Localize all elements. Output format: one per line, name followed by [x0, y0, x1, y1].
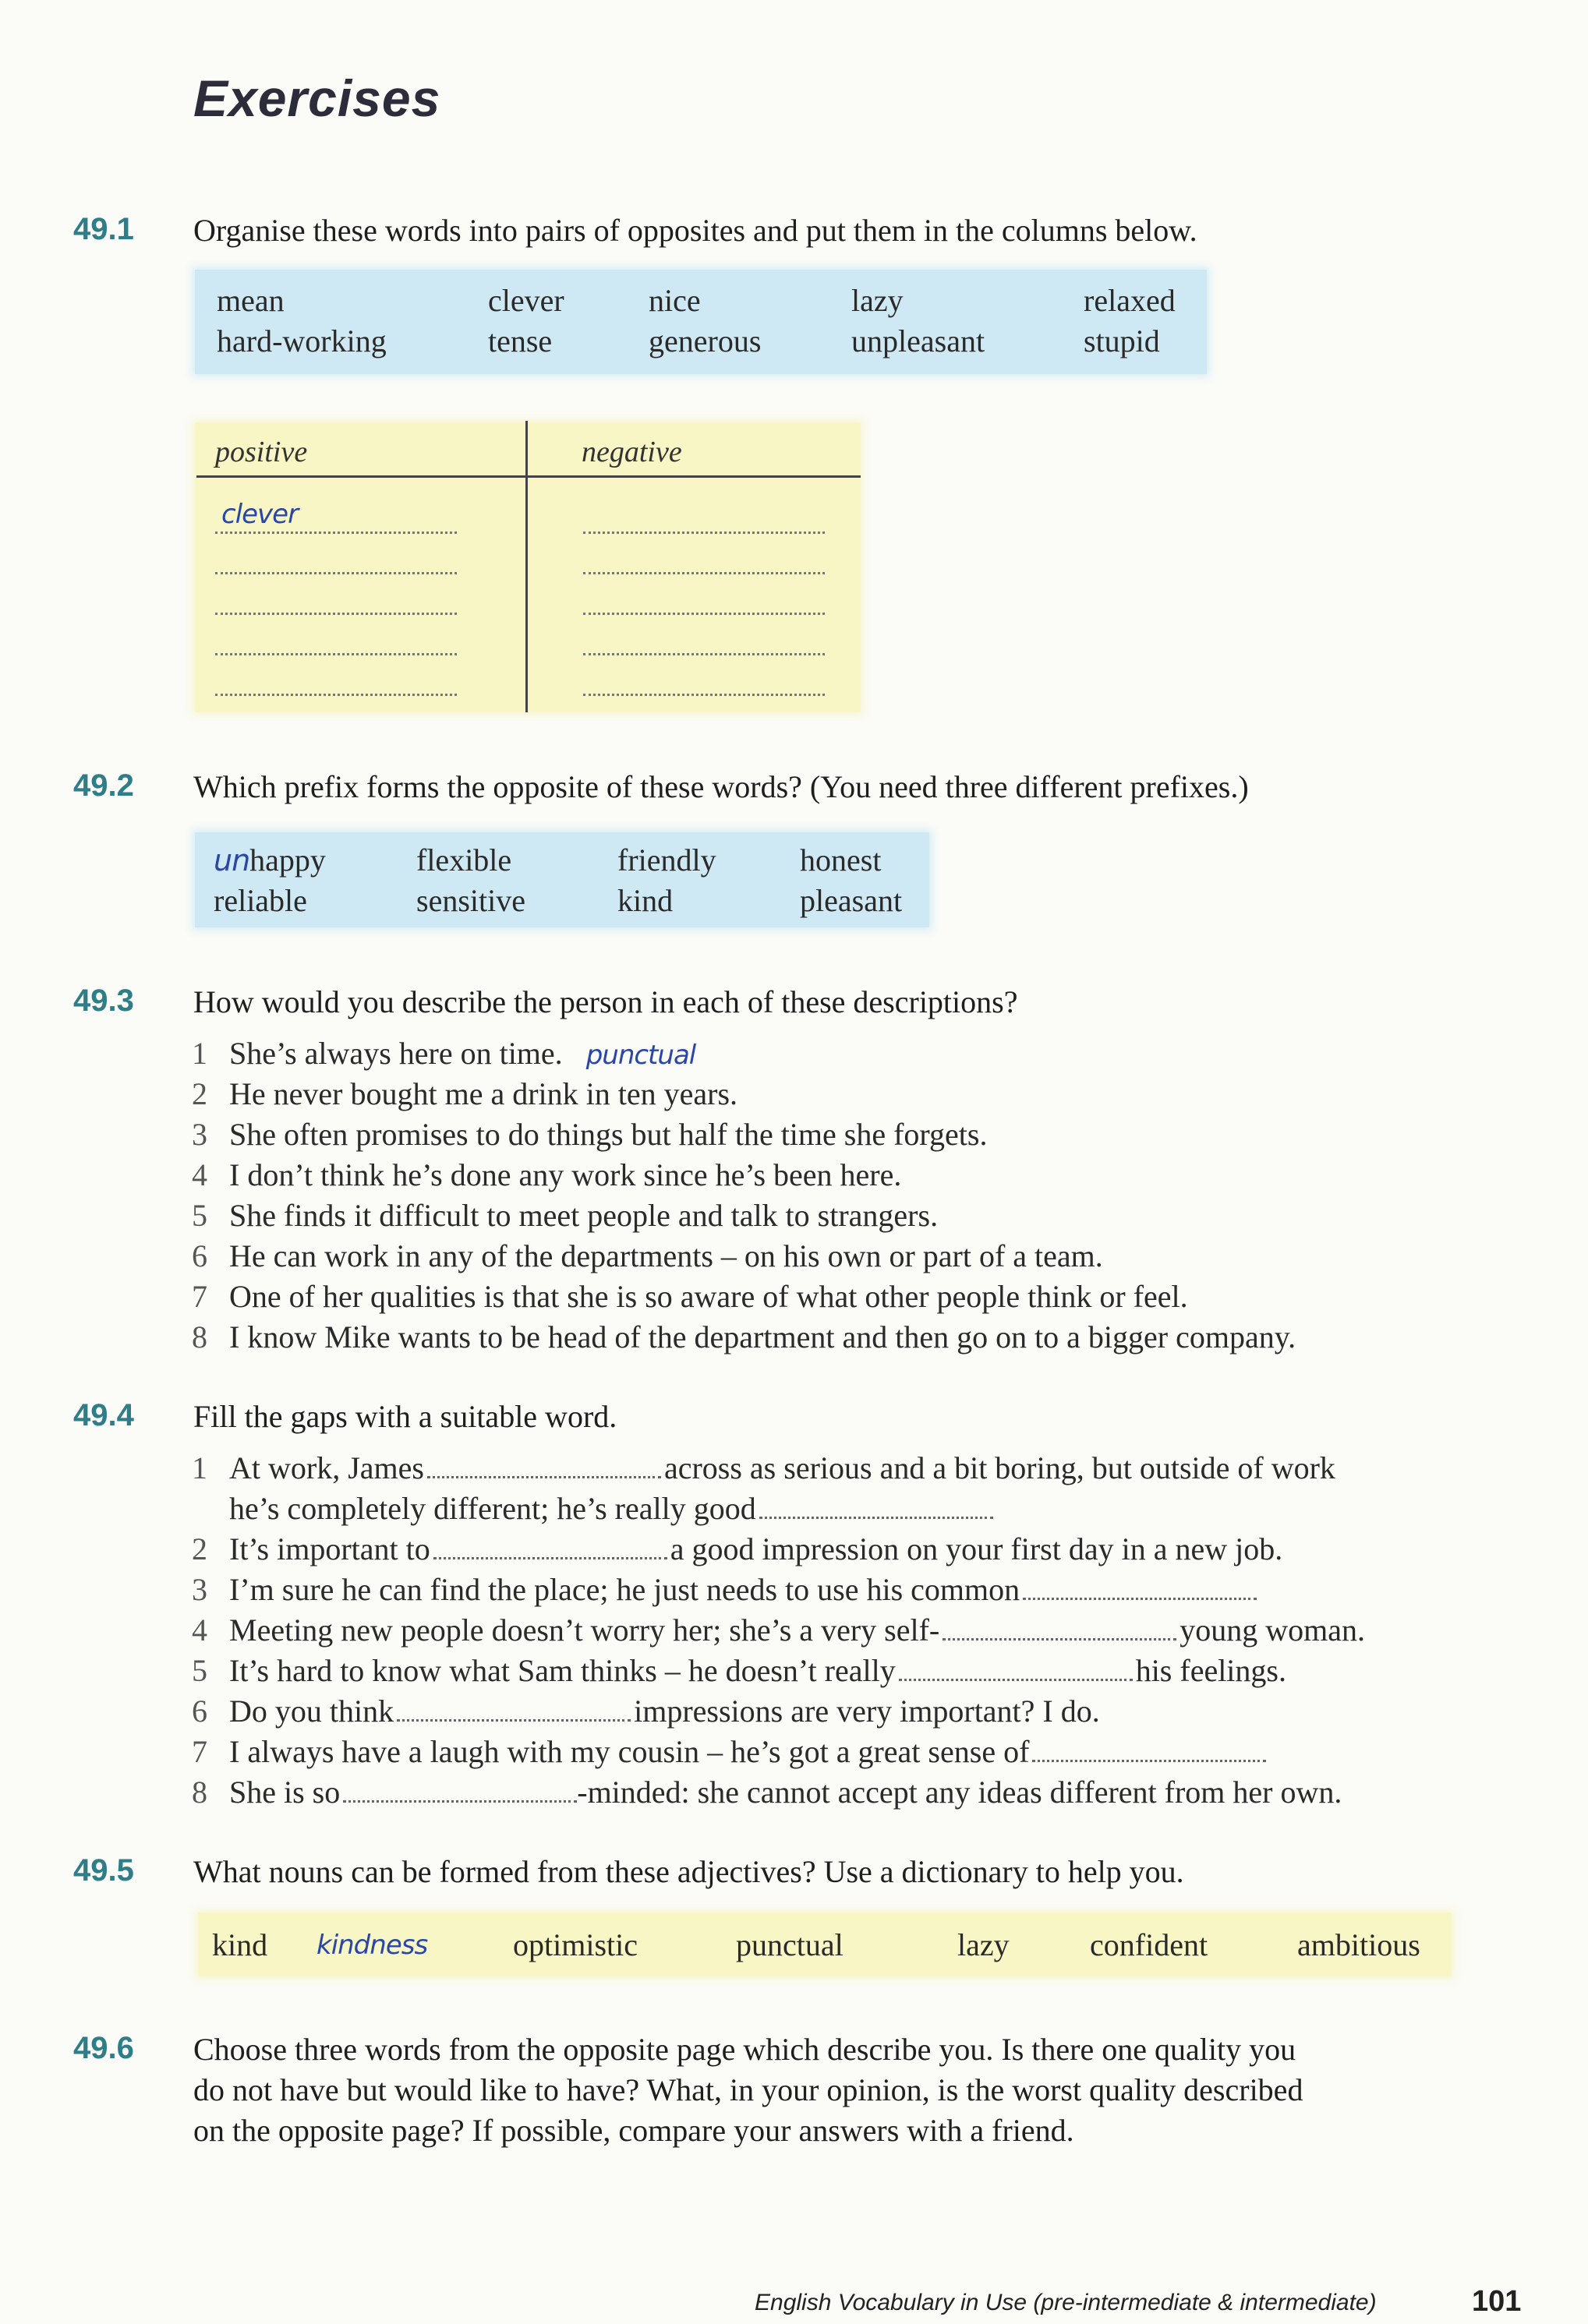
gap-field[interactable]	[1023, 1576, 1257, 1600]
gap-field[interactable]	[427, 1454, 661, 1478]
column-head-negative: negative	[582, 436, 682, 468]
list-item: I don’t think he’s done any work since he’s been here.	[229, 1157, 902, 1192]
word-box-item: mean	[217, 283, 285, 318]
item-number: 4	[192, 1157, 207, 1192]
list-item: She finds it difficult to meet people and talk to strangers.	[229, 1198, 939, 1233]
list-item: She’s always here on time. punctual	[229, 1036, 696, 1071]
word-box-item: punctual	[736, 1927, 844, 1962]
word-box-item: relaxed	[1084, 283, 1176, 318]
item-number: 3	[192, 1572, 207, 1607]
gap-field[interactable]	[943, 1616, 1176, 1641]
word-box-item: honest	[800, 842, 882, 878]
list-item: I always have a laugh with my cousin – he’s got a great sense of	[229, 1733, 1269, 1770]
word-box-item: optimistic	[513, 1927, 638, 1962]
item-number: 8	[192, 1775, 207, 1810]
word-box-item: kind	[212, 1927, 268, 1962]
word-box-item: reliable	[214, 883, 307, 918]
word-box-item: generous	[649, 323, 762, 358]
answer-line[interactable]	[583, 613, 825, 615]
exercise-number-49-5: 49.5	[73, 1853, 134, 1888]
exercise-instruction-49-4: Fill the gaps with a suitable word.	[193, 1399, 617, 1434]
list-item: He never bought me a drink in ten years.	[229, 1076, 738, 1111]
answer-line[interactable]	[215, 532, 457, 534]
table-divider	[525, 421, 528, 712]
list-item: One of her qualities is that she is so aware of what other people think or feel.	[229, 1279, 1188, 1314]
gap-field[interactable]	[759, 1495, 993, 1519]
item-number: 1	[192, 1450, 207, 1485]
exercise-number-49-4: 49.4	[73, 1398, 134, 1432]
list-item: I know Mike wants to be head of the department and then go on to a bigger company.	[229, 1319, 1296, 1354]
item-number: 7	[192, 1279, 207, 1314]
handwritten-prefix: un	[214, 843, 250, 878]
list-item: he’s completely different; he’s really good	[229, 1490, 996, 1527]
word-box-item: flexible	[416, 842, 512, 878]
gap-field[interactable]	[433, 1535, 667, 1559]
item-number: 7	[192, 1734, 207, 1769]
word-box-item: unpleasant	[851, 323, 985, 358]
answer-line[interactable]	[583, 653, 825, 655]
exercise-instruction-49-1: Organise these words into pairs of opposites and put them in the columns below.	[193, 213, 1197, 248]
gap-field[interactable]	[899, 1657, 1133, 1681]
exercise-instruction-49-6-line1: Choose three words from the opposite page which describe you. Is there one quality you	[193, 2032, 1296, 2067]
list-item: It’s hard to know what Sam thinks – he doesn’t really his feelings.	[229, 1653, 1286, 1688]
list-item: At work, James across as serious and a bit boring, but outside of work	[229, 1450, 1335, 1485]
item-number: 8	[192, 1319, 207, 1354]
word-box-item: pleasant	[800, 883, 903, 918]
exercise-number-49-2: 49.2	[73, 768, 134, 803]
page-number: 101	[1472, 2285, 1522, 2318]
list-item: Do you think impressions are very important? I do.	[229, 1694, 1100, 1729]
exercise-number-49-3: 49.3	[73, 984, 134, 1018]
word-box-item: kind	[617, 883, 674, 918]
answer-line[interactable]	[583, 532, 825, 534]
exercise-number-49-1: 49.1	[73, 212, 134, 246]
word-box-item: stupid	[1084, 323, 1160, 358]
word-box-item: confident	[1090, 1927, 1208, 1962]
item-number: 5	[192, 1653, 207, 1688]
exercise-instruction-49-6-line3: on the opposite page? If possible, compare your answers with a friend.	[193, 2113, 1074, 2148]
list-item: I’m sure he can find the place; he just needs to use his common	[229, 1571, 1260, 1608]
gap-field[interactable]	[397, 1697, 631, 1722]
answer-line[interactable]	[215, 572, 457, 574]
list-item: She is so -minded: she cannot accept any ideas different from her own.	[229, 1775, 1342, 1810]
answer-line[interactable]	[215, 653, 457, 655]
list-item: It’s important to a good impression on your first day in a new job.	[229, 1531, 1283, 1566]
answer-line[interactable]	[583, 694, 825, 696]
item-number: 1	[192, 1036, 207, 1071]
handwritten-answer: kindness	[317, 1930, 428, 1961]
item-number: 2	[192, 1076, 207, 1111]
word-box-item: ambitious	[1297, 1927, 1420, 1962]
answer-line[interactable]	[215, 613, 457, 615]
exercise-instruction-49-3: How would you describe the person in each of these descriptions?	[193, 984, 1018, 1019]
word-box-item: lazy	[851, 283, 904, 318]
word-box-item: clever	[488, 283, 564, 318]
gap-field[interactable]	[343, 1778, 577, 1803]
word-box-item: lazy	[957, 1927, 1010, 1962]
word-box-item: hard-working	[217, 323, 387, 358]
exercise-number-49-6: 49.6	[73, 2031, 134, 2065]
column-head-positive: positive	[215, 436, 308, 468]
book-title-footer: English Vocabulary in Use (pre-intermediate & intermediate)	[755, 2290, 1377, 2315]
answer-line[interactable]	[583, 572, 825, 574]
handwritten-answer: punctual	[585, 1040, 696, 1071]
word-box-item: nice	[649, 283, 701, 318]
list-item: He can work in any of the departments – on his own or part of a team.	[229, 1238, 1103, 1273]
exercise-instruction-49-6-line2: do not have but would like to have? What, in your opinion, is the worst quality described	[193, 2072, 1303, 2107]
handwritten-answer: clever	[221, 499, 299, 530]
item-number: 4	[192, 1612, 207, 1648]
gap-field[interactable]	[1032, 1738, 1266, 1762]
list-item: Meeting new people doesn’t worry her; she’s a very self- young woman.	[229, 1612, 1365, 1648]
list-item: She often promises to do things but half the time she forgets.	[229, 1117, 988, 1152]
page-title: Exercises	[193, 69, 441, 127]
word-box-item: unhappy	[214, 842, 326, 878]
exercise-instruction-49-5: What nouns can be formed from these adjectives? Use a dictionary to help you.	[193, 1854, 1184, 1889]
item-number: 6	[192, 1694, 207, 1729]
word-box-item: sensitive	[416, 883, 525, 918]
item-number: 5	[192, 1198, 207, 1233]
item-number: 2	[192, 1531, 207, 1566]
item-number: 3	[192, 1117, 207, 1152]
word-box-item: friendly	[617, 842, 716, 878]
item-number: 6	[192, 1238, 207, 1273]
table-header-rule	[196, 475, 861, 478]
answer-line[interactable]	[215, 694, 457, 696]
exercise-instruction-49-2: Which prefix forms the opposite of these words? (You need three different prefixes.)	[193, 769, 1249, 804]
word-box-item: tense	[488, 323, 553, 358]
